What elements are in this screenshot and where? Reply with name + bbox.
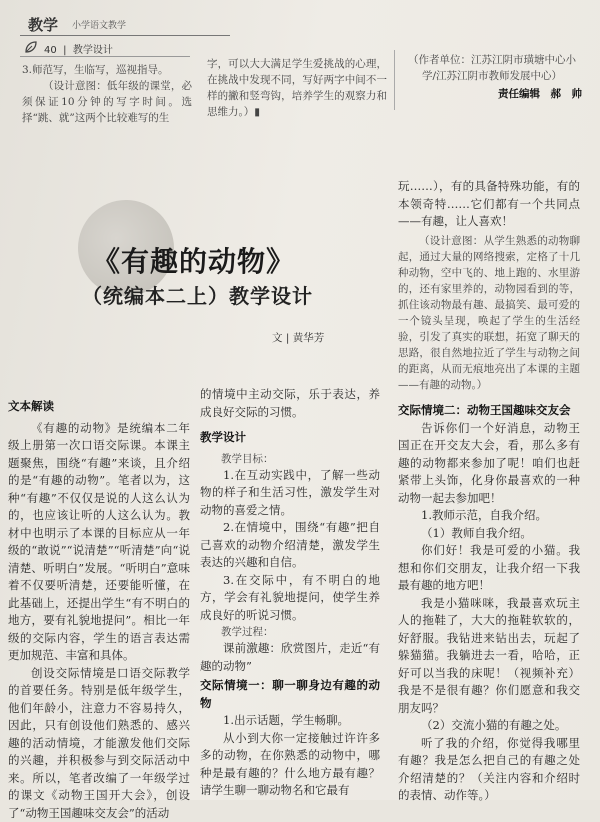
goal-3: 3.在交际中，有不明白的地方，学会有礼貌地提问，使学生养成良好的听说习惯。 bbox=[200, 572, 380, 625]
header-separator: | bbox=[60, 45, 70, 56]
column-divider bbox=[394, 50, 395, 110]
design-intent-1-cont-text: 字，可以大大满足学生爱挑战的心理，在挑战中发现不同，写好两字中间不一样的撇和竖弯钩，培养学生的观察力和思维力。） bbox=[207, 58, 387, 118]
leaf-icon bbox=[24, 40, 38, 54]
magazine-subtitle: 小学语文教学 bbox=[72, 18, 126, 31]
author-affiliation: （作者单位：江苏江阴市璜塘中心小学/江苏江阴市教师发展中心） bbox=[402, 52, 582, 84]
left-column bbox=[8, 398, 190, 822]
scene-2-para-3: （1）教师自我介绍。 bbox=[398, 525, 580, 543]
header-rule bbox=[20, 35, 230, 36]
scene-2-para-7: 听了我的介绍，你觉得我哪里有趣？我是怎么把自己的有趣之处介绍清楚的？（关注内容和介绍时的表情、动作等。） bbox=[398, 735, 580, 805]
magazine-name: 教学 bbox=[28, 14, 58, 35]
scene-2-para-4: 你们好！我是可爱的小猫。我想和你们交朋友，让我介绍一下我最有趣的地方吧！ bbox=[398, 542, 580, 595]
article-title: 《有趣的动物》 bbox=[92, 240, 295, 280]
article-author: 文 | 黄华芳 bbox=[272, 330, 324, 345]
goals-label: 教学目标： bbox=[200, 451, 380, 467]
design-intent-1: （设计意图：低年级的课堂，必须保证10分钟的写字时间。选择“跳、就”这两个比较难写的生 bbox=[22, 78, 192, 126]
design-intent-1-cont bbox=[207, 56, 387, 120]
scene-1-step: 1.出示话题，学生畅聊。 bbox=[200, 712, 380, 730]
top-col-3 bbox=[402, 52, 582, 102]
top-col-2 bbox=[207, 56, 387, 120]
process-label: 教学过程： bbox=[200, 624, 380, 640]
page-header-label bbox=[44, 41, 113, 56]
goal-2: 2.在情境中，围绕“有趣”把自己喜欢的动物介绍清楚，激发学生表达的兴趣和自信。 bbox=[200, 519, 380, 572]
right-col-top bbox=[398, 178, 580, 393]
scene-1-heading: 交际情境一：聊一聊身边有趣的动物 bbox=[200, 677, 380, 712]
scene-1-text: 从小到大你一定接触过许许多多的动物，在你熟悉的动物中，哪种是最有趣的？什么地方最有趣？请学生聊一聊动物名和它最有 bbox=[200, 730, 380, 800]
scene-2-para-6: （2）交流小猫的有趣之处。 bbox=[398, 717, 580, 735]
article-subtitle: （统编本二上）教学设计 bbox=[82, 280, 313, 309]
top-col-1 bbox=[22, 62, 192, 126]
teaching-design-heading: 教学设计 bbox=[200, 429, 380, 447]
header-rule-2 bbox=[20, 56, 190, 57]
goal-1: 1.在互动实践中，了解一些动物的样子和生活习性，激发学生对动物的喜爱之情。 bbox=[200, 467, 380, 520]
section-name: 教学设计 bbox=[73, 45, 113, 56]
scene-2-para-2: 1.教师示范，自我介绍。 bbox=[398, 507, 580, 525]
text-analysis-para-2: 创设交际情境是口语交际教学的首要任务。特别是低年级学生，他们年龄小，注意力不容易持久，因此，只有创设他们熟悉的、感兴趣的活动情境，才能激发他们交际的兴趣，并积极参与到交际活动中来。所以，笔者改编了一年级学过的课文《动物王国开大会》，创设了“动物王国趣味交友会”的活动 bbox=[8, 665, 190, 822]
right-column bbox=[398, 402, 580, 805]
mid-intro: 的情境中主动交际，乐于表达，养成良好交际的习惯。 bbox=[200, 386, 380, 421]
design-intent-2: （设计意图：从学生熟悉的动物聊起，通过大量的网络搜索，定格了十几种动物，空中飞的、地上跑的、水里游的，还有家里养的，动物园看到的等，抓住该动物最有趣、最搞笑、最可爱的一个镜头呈现，唤起了学生的生活经验，引发了真实的联想，拓宽了聊天的思路，很自然地拉近了学生与动物之间的距离，从而无痕地亮出了本课的主题——有趣的动物。） bbox=[398, 233, 580, 393]
step-3-line: 3.师范写，生临写，巡视指导。 bbox=[22, 62, 192, 78]
page-number: 40 bbox=[44, 45, 57, 56]
responsible-editor: 责任编辑 郝 帅 bbox=[402, 86, 582, 102]
end-mark-icon: ▮ bbox=[254, 106, 260, 118]
scene-2-para-5: 我是小猫咪咪，我最喜欢玩主人的拖鞋了，大大的拖鞋软软的，好舒服。我钻进来钻出去，玩起了躲猫猫。我躺进去一看，哈哈，正好可以当我的床呢！（视频补充）我是不是很有趣？你们愿意和我交朋友吗？ bbox=[398, 595, 580, 718]
scene-2-para-1: 告诉你们一个好消息，动物王国正在开交友大会，看，那么多有趣的动物都来参加了呢！咱们也赶紧带上头饰，化身你最喜欢的一种动物一起去参加吧！ bbox=[398, 420, 580, 508]
right-para-1: 玩……），有的具备特殊功能，有的本领奇特……它们都有一个共同点——有趣，让人喜欢！ bbox=[398, 178, 580, 231]
middle-column bbox=[200, 386, 380, 800]
text-analysis-heading: 文本解读 bbox=[8, 398, 190, 416]
preface-activity: 课前激趣：欣赏图片，走近“有趣的动物” bbox=[200, 640, 380, 675]
scene-2-heading: 交际情境二：动物王国趣味交友会 bbox=[398, 402, 580, 420]
text-analysis-para-1: 《有趣的动物》是统编本二年级上册第一次口语交际课。本课主题聚焦，围绕“有趣”来谈，且介绍的是“有趣的动物”。笔者以为，这种“有趣”不仅仅是说的人这么认为的，也应该让听的人这么认为。教材中也明示了本课的目标应从一年级的“敢说”“说清楚”“听清楚”向“说清楚、听明白”发展。“听明白”意味着不仅要听清楚，还要能听懂，在此基础上，还提出学生“有不明白的地方，要有礼貌地提问”。相比一年级的交际内容，学生的语言表达需更加规范、丰富和具体。 bbox=[8, 420, 190, 665]
